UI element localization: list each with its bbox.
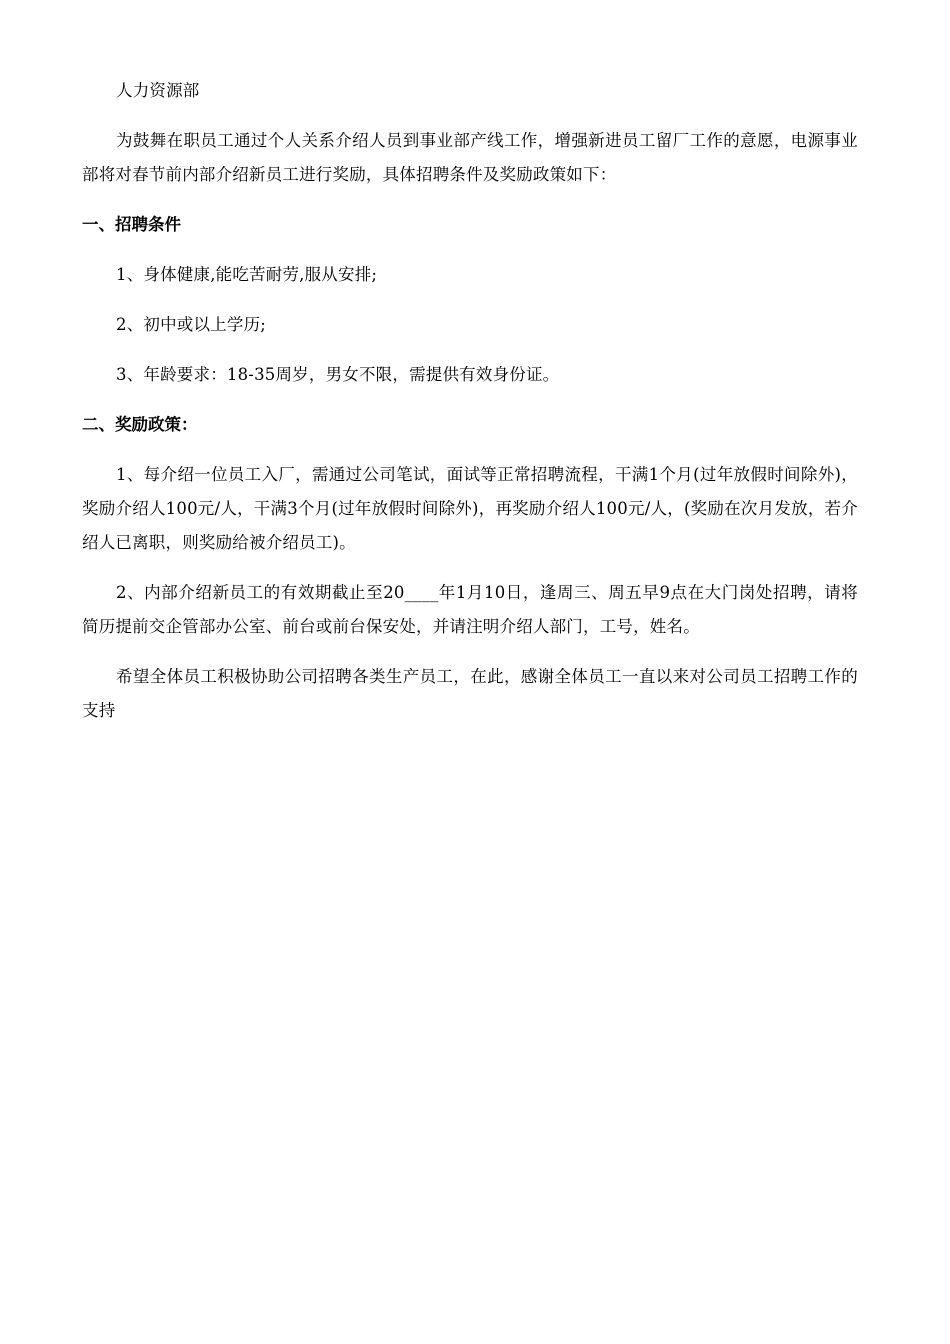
section-heading-rewards: 二、奖励政策： xyxy=(82,415,198,434)
intro-paragraph: 为鼓舞在职员工通过个人关系介绍人员到事业部产线工作，增强新进员工留厂工作的意愿，电源事业部将对春节前内部介绍新员工进行奖励，具体招聘条件及奖励政策如下： xyxy=(82,131,858,184)
document-body xyxy=(82,74,858,744)
department-line: 人力资源部 xyxy=(116,81,200,100)
requirement-item: 2、初中或以上学历; xyxy=(116,315,267,334)
section-heading-requirements: 一、招聘条件 xyxy=(82,215,181,234)
requirement-item: 1、身体健康,能吃苦耐劳,服从安排; xyxy=(116,265,378,284)
requirement-item: 3、年龄要求：18-35周岁，男女不限，需提供有效身份证。 xyxy=(116,365,560,384)
closing-paragraph: 希望全体员工积极协助公司招聘各类生产员工，在此，感谢全体员工一直以来对公司员工招聘工作的支持 xyxy=(82,667,858,720)
reward-item: 2、内部介绍新员工的有效期截止至20____年1月10日，逢周三、周五早9点在大门岗处招聘，请将简历提前交企管部办公室、前台或前台保安处，并请注明介绍人部门，工号，姓名。 xyxy=(82,583,858,636)
reward-item: 1、每介绍一位员工入厂，需通过公司笔试，面试等正常招聘流程，干满1个月(过年放假时间除外)，奖励介绍人100元/人，干满3个月(过年放假时间除外)，再奖励介绍人100元/人，(奖励在次月发放，若介绍人已离职，则奖励给被介绍员工)。 xyxy=(82,465,858,552)
